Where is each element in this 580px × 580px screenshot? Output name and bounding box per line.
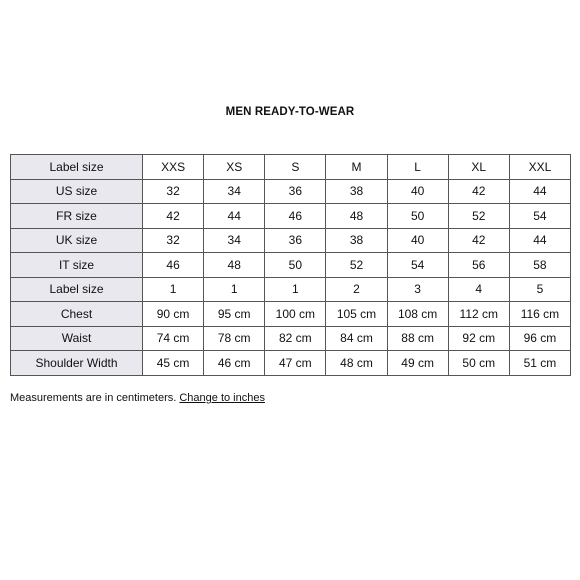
row-label: Waist: [11, 326, 143, 351]
table-cell: 4: [448, 277, 509, 302]
row-label: Shoulder Width: [11, 351, 143, 376]
size-chart-table: [10, 154, 571, 376]
table-cell: 5: [509, 277, 570, 302]
table-row-uk-size: [11, 228, 571, 253]
table-cell: 1: [143, 277, 204, 302]
table-cell: 82 cm: [265, 326, 326, 351]
table-cell: 116 cm: [509, 302, 570, 327]
table-cell: 96 cm: [509, 326, 570, 351]
row-label: Chest: [11, 302, 143, 327]
table-row-label-size: [11, 155, 571, 180]
table-cell: 46 cm: [204, 351, 265, 376]
table-cell: XXS: [143, 155, 204, 180]
table-cell: 51 cm: [509, 351, 570, 376]
table-row-us-size: [11, 179, 571, 204]
table-row-it-size: [11, 253, 571, 278]
table-row-waist: [11, 326, 571, 351]
page-title: MEN READY-TO-WEAR: [225, 106, 355, 118]
table-cell: 48: [326, 204, 387, 229]
table-cell: 56: [448, 253, 509, 278]
table-cell: 40: [387, 228, 448, 253]
table-row-label-size-numeric: [11, 277, 571, 302]
table-cell: 84 cm: [326, 326, 387, 351]
table-cell: 100 cm: [265, 302, 326, 327]
change-to-inches-link[interactable]: Change to inches: [179, 392, 265, 404]
table-cell: 44: [509, 179, 570, 204]
table-cell: 46: [143, 253, 204, 278]
table-cell: 42: [448, 228, 509, 253]
table-cell: 34: [204, 228, 265, 253]
table-cell: 112 cm: [448, 302, 509, 327]
row-label: US size: [11, 179, 143, 204]
table-cell: 32: [143, 228, 204, 253]
table-cell: 74 cm: [143, 326, 204, 351]
table-cell: 105 cm: [326, 302, 387, 327]
table-cell: 90 cm: [143, 302, 204, 327]
table-cell: 3: [387, 277, 448, 302]
table-cell: S: [265, 155, 326, 180]
table-cell: 44: [509, 228, 570, 253]
table-row-chest: [11, 302, 571, 327]
table-cell: 50 cm: [448, 351, 509, 376]
table-cell: 1: [204, 277, 265, 302]
table-cell: 40: [387, 179, 448, 204]
table-cell: 36: [265, 179, 326, 204]
table-cell: 49 cm: [387, 351, 448, 376]
table-cell: 48: [204, 253, 265, 278]
table-cell: 95 cm: [204, 302, 265, 327]
row-label: Label size: [11, 277, 143, 302]
table-cell: 36: [265, 228, 326, 253]
table-cell: XXL: [509, 155, 570, 180]
table-cell: 42: [448, 179, 509, 204]
table-cell: 50: [387, 204, 448, 229]
table-cell: 38: [326, 179, 387, 204]
table-cell: 78 cm: [204, 326, 265, 351]
table-cell: XS: [204, 155, 265, 180]
table-cell: L: [387, 155, 448, 180]
row-label: FR size: [11, 204, 143, 229]
table-cell: 45 cm: [143, 351, 204, 376]
row-label: UK size: [11, 228, 143, 253]
table-cell: 54: [509, 204, 570, 229]
table-cell: 38: [326, 228, 387, 253]
table-cell: 42: [143, 204, 204, 229]
row-label: IT size: [11, 253, 143, 278]
table-cell: 108 cm: [387, 302, 448, 327]
table-cell: 54: [387, 253, 448, 278]
table-cell: 92 cm: [448, 326, 509, 351]
table-cell: XL: [448, 155, 509, 180]
table-cell: 58: [509, 253, 570, 278]
table-cell: 50: [265, 253, 326, 278]
table-cell: 32: [143, 179, 204, 204]
row-label: Label size: [11, 155, 143, 180]
table-row-shoulder-width: [11, 351, 571, 376]
table-cell: 2: [326, 277, 387, 302]
table-cell: 52: [326, 253, 387, 278]
table-cell: 47 cm: [265, 351, 326, 376]
table-row-fr-size: [11, 204, 571, 229]
table-cell: 88 cm: [387, 326, 448, 351]
table-cell: M: [326, 155, 387, 180]
table-cell: 46: [265, 204, 326, 229]
table-cell: 34: [204, 179, 265, 204]
table-cell: 1: [265, 277, 326, 302]
table-cell: 44: [204, 204, 265, 229]
measurement-note: [10, 392, 265, 404]
table-cell: 52: [448, 204, 509, 229]
table-cell: 48 cm: [326, 351, 387, 376]
measurement-note-text: Measurements are in centimeters.: [10, 392, 180, 404]
